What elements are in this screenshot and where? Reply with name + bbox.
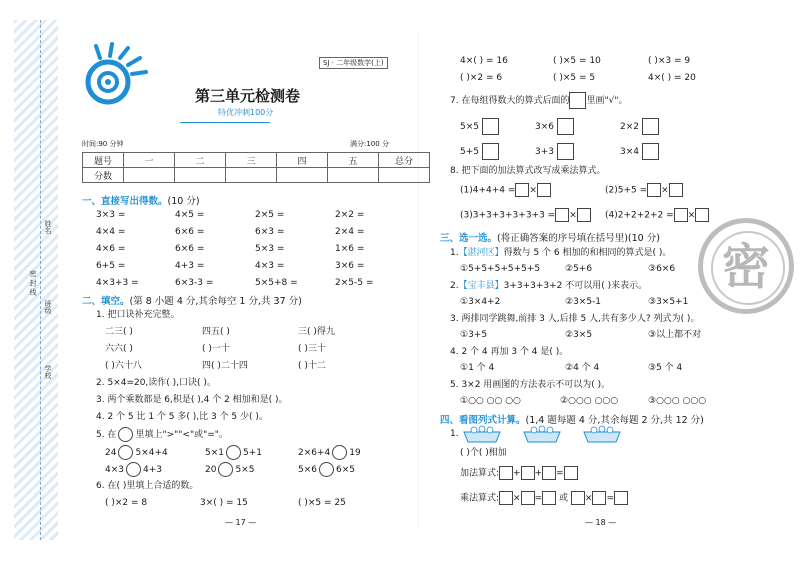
fill-item: 3×( ) = 15	[200, 498, 248, 508]
answer-box[interactable]	[557, 143, 574, 160]
question-text: 6. 在( )里填上合适的数。	[96, 481, 199, 491]
compare-item: 2×6+4 19	[298, 445, 361, 460]
answer-box[interactable]	[521, 491, 535, 505]
box-icon	[569, 92, 586, 109]
answer-box[interactable]	[669, 183, 683, 197]
fill-item: ( )×5 = 25	[298, 498, 346, 508]
compare-circle[interactable]	[226, 445, 241, 460]
calc-item: 4×3 =	[255, 261, 285, 271]
question-text: 3. 两个乘数都是 6,积是( ),4 个 2 相加和是( )。	[96, 395, 288, 405]
option: ②3×5	[565, 330, 593, 340]
option: ②○○○ ○○○	[560, 396, 619, 406]
q7-item: 3+3	[535, 143, 574, 160]
section-4-title: 四、看图列式计算。	[440, 415, 526, 426]
question-text: 5. 在	[96, 430, 117, 440]
question-1: 1.【湛河区】得数与 5 个 6 相加的和相同的算式是( )。	[450, 248, 672, 258]
option: ②4 个 4	[565, 363, 600, 373]
answer-box[interactable]	[592, 491, 606, 505]
q7-item: 2×2	[620, 118, 659, 135]
option: ③5 个 4	[648, 363, 683, 373]
calc-item: 4×3+3 =	[96, 278, 139, 288]
question-text: 2. 5×4=20,读作( ),口诀( )。	[96, 378, 216, 388]
kouj-item: 二三( )	[105, 327, 133, 337]
score-cell[interactable]	[124, 168, 175, 183]
question-text: 7. 在每组得数大的算式后面的	[450, 96, 570, 106]
answer-box[interactable]	[642, 143, 659, 160]
q8-item: (4)2+2+2+2 = ×	[605, 208, 709, 222]
answer-box[interactable]	[647, 183, 661, 197]
calc-item: 2×5-5 =	[335, 278, 374, 288]
answer-box[interactable]	[614, 491, 628, 505]
calc-item: 5×5+8 =	[255, 278, 298, 288]
score-header-cell: 二	[175, 153, 226, 168]
option: ③○○○ ○○○	[648, 396, 707, 406]
option: ③6×6	[648, 264, 676, 274]
section-3-heading	[440, 230, 660, 244]
side-label-name: 姓名	[44, 220, 52, 234]
sun-logo-icon	[80, 40, 160, 115]
q8-item: (3)3+3+3+3+3+3 = ×	[460, 208, 591, 222]
score-cell[interactable]	[277, 168, 328, 183]
q7-item: 3×6	[535, 118, 574, 135]
answer-box[interactable]	[571, 491, 585, 505]
score-header-cell: 五	[328, 153, 379, 168]
option: ②5+6	[565, 264, 593, 274]
compare-circle[interactable]	[126, 462, 141, 477]
option: ②3×5-1	[565, 297, 602, 307]
option: ①3×4+2	[460, 297, 501, 307]
seal-stamp	[698, 218, 794, 314]
kouj-item: ( )三十	[298, 344, 326, 354]
calc-item: 2×5 =	[255, 210, 285, 220]
score-table	[82, 152, 430, 183]
score-header-cell: 题号	[83, 153, 124, 168]
kouj-item: 四五( )	[202, 327, 230, 337]
fill-item: ( )×2 = 8	[105, 498, 148, 508]
question-text: 5. 3×2 用画图的方法表示不可以为( )。	[450, 380, 611, 390]
section-2-heading	[82, 293, 302, 307]
time-limit: 时间:90 分钟	[82, 140, 124, 148]
calc-item: 4×6 =	[96, 244, 126, 254]
calc-item: 1×6 =	[335, 244, 365, 254]
kouj-item: ( )一十	[202, 344, 230, 354]
question-text: 里填上">""<"或"="。	[135, 430, 228, 440]
compare-item: 5×6 6×5	[298, 462, 355, 477]
fill-item: 4×( ) = 20	[648, 73, 696, 83]
stamp-char: 密	[721, 239, 770, 295]
calc-item: 2×2 =	[335, 210, 365, 220]
answer-box[interactable]	[499, 491, 513, 505]
score-cell[interactable]	[226, 168, 277, 183]
calc-item: 6×3-3 =	[175, 278, 214, 288]
score-header-cell: 总分	[379, 153, 430, 168]
addition-line: 加法算式: + + =	[460, 466, 578, 480]
compare-item: 20 5×5	[205, 462, 254, 477]
section-1-heading	[82, 193, 200, 207]
compare-circle[interactable]	[332, 445, 347, 460]
question-text: 4. 2 个 5 比 1 个 5 多( ),比 3 个 5 少( )。	[96, 412, 268, 422]
page-number-left: — 17 —	[225, 518, 257, 527]
calc-item: 3×6 =	[335, 261, 365, 271]
question-text: 8. 把下面的加法算式改写成乘法算式。	[450, 166, 606, 176]
calc-item: 6×3 =	[255, 227, 285, 237]
calc-item: 6×6 =	[175, 244, 205, 254]
compare-item: 4×3 4+3	[105, 462, 162, 477]
option: ①5+5+5+5+5+5	[460, 264, 541, 274]
score-row-label: 分数	[83, 168, 124, 183]
calc-item: 4×4 =	[96, 227, 126, 237]
slogan: 特优冲刺100分	[218, 108, 274, 117]
answer-box[interactable]	[642, 118, 659, 135]
question-text: 里画"√"。	[586, 96, 628, 106]
kouj-item: 三( )得九	[298, 327, 335, 337]
fill-item: ( )×2 = 6	[460, 73, 503, 83]
score-cell[interactable]	[379, 168, 430, 183]
compare-item: 24 5×4+4	[105, 445, 168, 460]
answer-box[interactable]	[542, 491, 556, 505]
compare-circle[interactable]	[218, 462, 233, 477]
question-text: 3. 两排同学跳舞,前排 3 人,后排 5 人,共有多少人? 列式为( )。	[450, 314, 700, 324]
calc-item: 5×3 =	[255, 244, 285, 254]
q7-item: 3×4	[620, 143, 659, 160]
compare-item: 5×1 5+1	[205, 445, 262, 460]
answer-box[interactable]	[515, 183, 529, 197]
kouj-item: 六六( )	[105, 344, 133, 354]
page-divider	[418, 30, 419, 530]
section-2-title: 二、填空。	[82, 296, 130, 307]
fill-item: ( )×5 = 5	[553, 73, 596, 83]
section-1-title: 一、直接写出得数。	[82, 196, 168, 207]
calc-item: 2×4 =	[335, 227, 365, 237]
page-number-right: — 18 —	[585, 518, 617, 527]
compare-circle[interactable]	[118, 445, 133, 460]
answer-box[interactable]	[482, 143, 499, 160]
score-cell[interactable]	[328, 168, 379, 183]
fill-item: 4×( ) = 16	[460, 56, 508, 66]
question-text: ( )个( )相加	[460, 448, 507, 458]
grade-label: SJ · 二年级数学(上)	[319, 57, 388, 69]
calc-item: 4×5 =	[175, 210, 205, 220]
answer-box[interactable]	[482, 118, 499, 135]
side-label-class: 班级	[44, 300, 52, 314]
score-header-cell: 三	[226, 153, 277, 168]
question-2: 2.【宝丰县】3+3+3+3+2 不可以用( )来表示。	[450, 281, 648, 291]
compare-circle[interactable]	[319, 462, 334, 477]
kouj-item: 四( )二十四	[202, 361, 248, 371]
option: ①○○ ○○ ○○	[460, 396, 521, 406]
region-tag: 【湛河区】	[458, 248, 504, 258]
fill-item: ( )×3 = 9	[648, 56, 691, 66]
answer-box[interactable]	[695, 208, 709, 222]
answer-box[interactable]	[674, 208, 688, 222]
circle-icon	[118, 427, 133, 442]
calc-item: 3×3 =	[96, 210, 126, 220]
option: ①1 个 4	[460, 363, 495, 373]
answer-box[interactable]	[555, 208, 569, 222]
side-label-seal: 密 封 线	[29, 270, 37, 296]
calc-item: 4+3 =	[175, 261, 205, 271]
section-2-score: (第 8 小题 4 分,其余每空 1 分,共 37 分)	[129, 296, 302, 307]
fill-item: ( )×5 = 10	[553, 56, 601, 66]
section-4-score: (1,4 题每题 4 分,其余每题 2 分,共 12 分)	[525, 415, 704, 426]
section-3-title: 三、选一选。	[440, 233, 498, 244]
question-text: 1. 把口诀补充完整。	[96, 310, 180, 320]
answer-box[interactable]	[521, 466, 535, 480]
multiplication-line: 乘法算式: × = 或 × =	[460, 491, 628, 505]
q8-item: (1)4+4+4 = ×	[460, 183, 551, 197]
calc-item: 6×6 =	[175, 227, 205, 237]
score-header-cell: 一	[124, 153, 175, 168]
answer-box[interactable]	[537, 183, 551, 197]
question-7	[450, 92, 627, 109]
score-cell[interactable]	[175, 168, 226, 183]
option: ③以上都不对	[648, 330, 702, 340]
question-5	[96, 427, 228, 442]
region-tag: 【宝丰县】	[458, 281, 504, 291]
question-number: 1.	[450, 429, 459, 439]
section-1-score: (10 分)	[167, 196, 200, 207]
q8-item: (2)5+5 = ×	[605, 183, 683, 197]
kouj-item: ( )六十八	[105, 361, 142, 371]
answer-box[interactable]	[499, 466, 513, 480]
q7-item: 5×5	[460, 118, 499, 135]
score-header-cell: 四	[277, 153, 328, 168]
answer-box[interactable]	[557, 118, 574, 135]
question-text: 4. 2 个 4 再加 3 个 4 是( )。	[450, 347, 569, 357]
side-label-school: 学校	[44, 365, 52, 379]
answer-box[interactable]	[564, 466, 578, 480]
full-score: 满分:100 分	[350, 140, 389, 148]
kouj-item: ( )十二	[298, 361, 326, 371]
seal-line	[40, 20, 42, 540]
answer-box[interactable]	[577, 208, 591, 222]
bowl-picture-icon	[462, 424, 632, 444]
calc-item: 6+5 =	[96, 261, 126, 271]
q7-item: 5+5	[460, 143, 499, 160]
answer-box[interactable]	[542, 466, 556, 480]
slogan-underline	[180, 122, 270, 123]
page-title: 第三单元检测卷	[195, 87, 301, 105]
option: ①3+5	[460, 330, 488, 340]
section-3-score: (将正确答案的序号填在括号里)(10 分)	[497, 233, 660, 244]
option: ③3×5+1	[648, 297, 689, 307]
